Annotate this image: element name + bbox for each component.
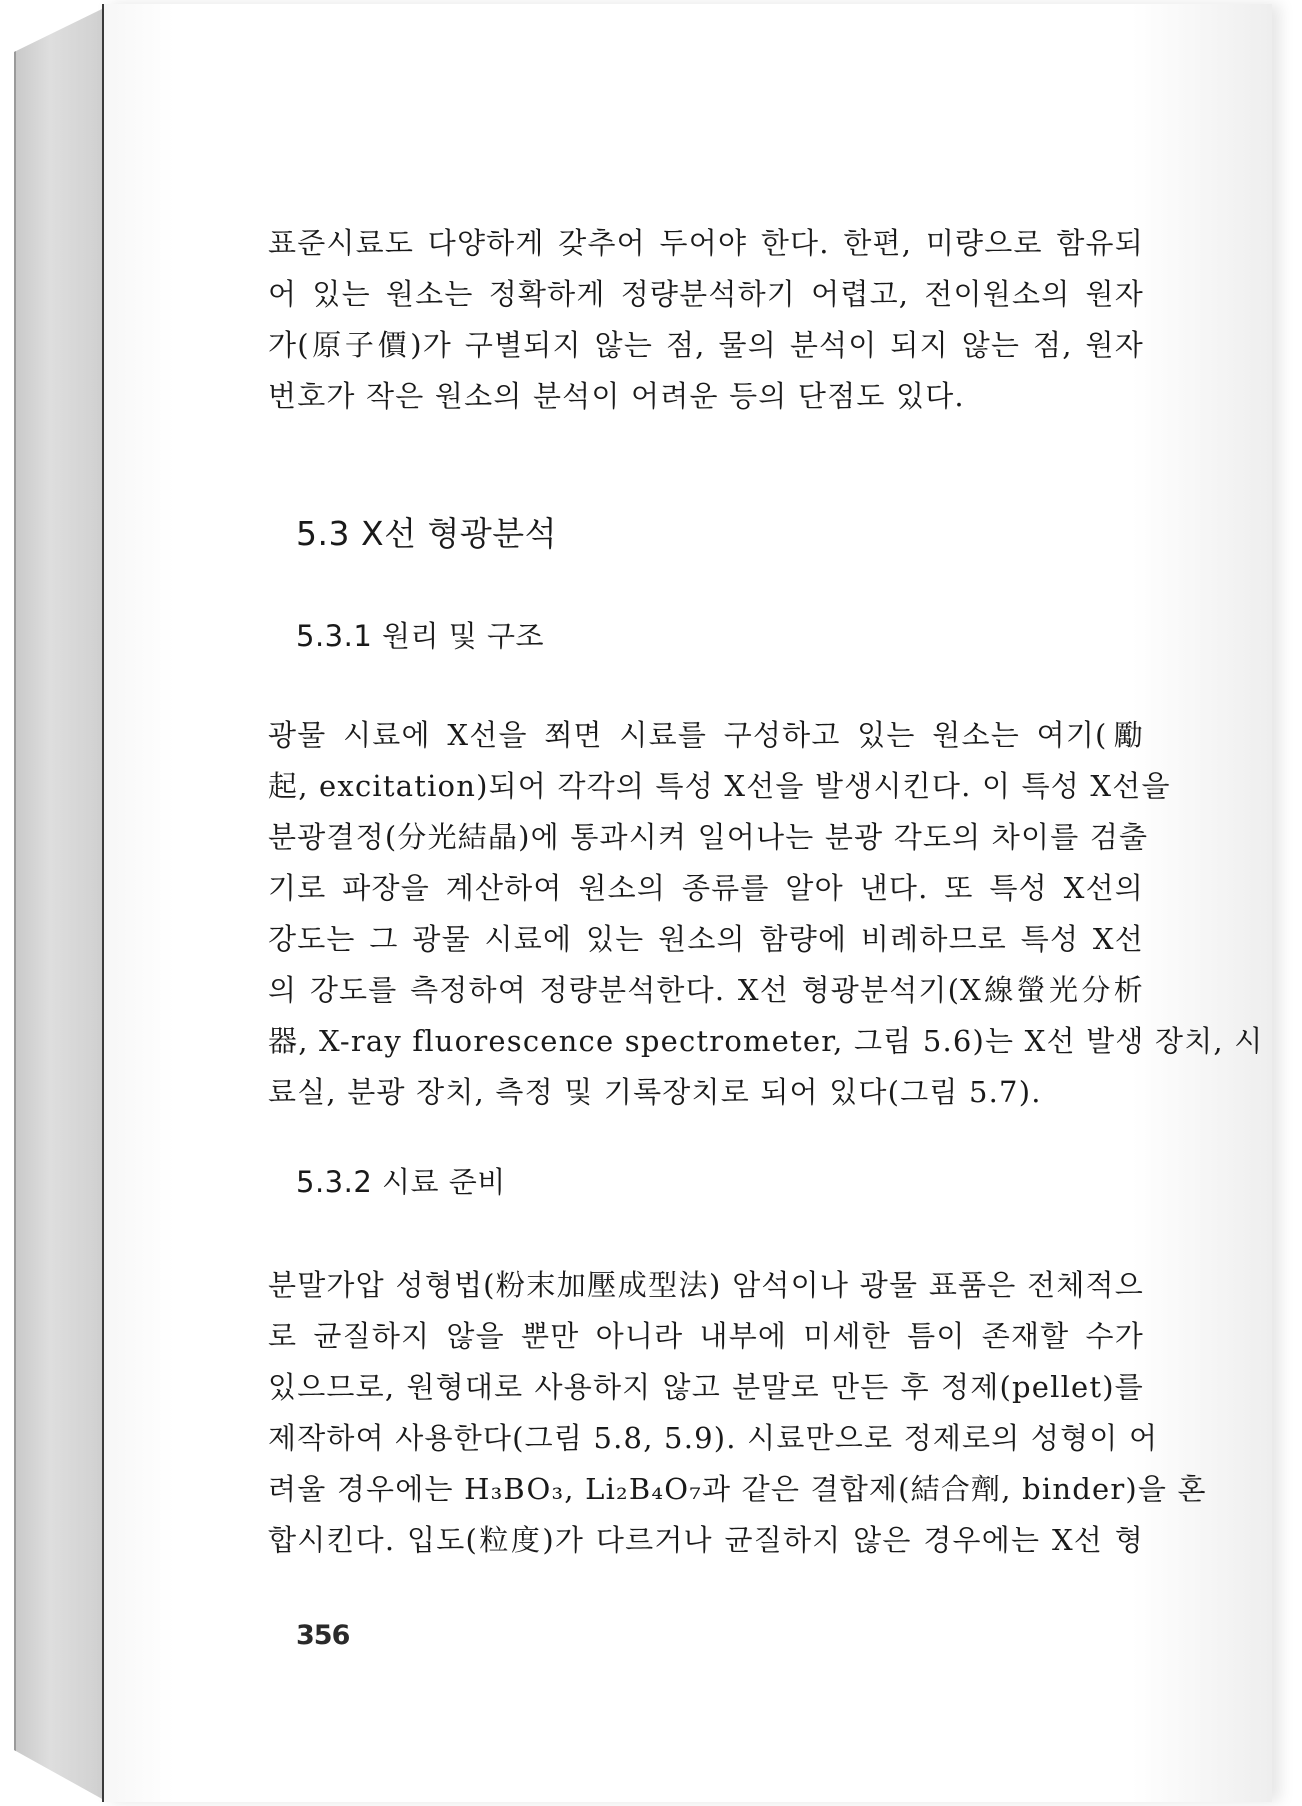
paragraph-line: 起, excitation)되어 각각의 특성 X선을 발생시킨다. 이 특성 X선을 bbox=[268, 769, 1171, 803]
paragraph-line: 기로 파장을 계산하여 원소의 종류를 알아 낸다. 또 특성 X선의 bbox=[268, 871, 1144, 905]
section-heading: 5.3 X선 형광분석 bbox=[296, 514, 557, 553]
paragraph-line: 번호가 작은 원소의 분석이 어려운 등의 단점도 있다. bbox=[268, 379, 965, 413]
book-spine-edge bbox=[14, 8, 106, 1800]
paragraph-line: 로 균질하지 않을 뿐만 아니라 내부에 미세한 틈이 존재할 수가 bbox=[268, 1319, 1144, 1353]
paragraph-line: 器, X-ray fluorescence spectrometer, 그림 5.6)는 X선 발생 장치, 시 bbox=[268, 1024, 1264, 1058]
subsection-heading-sample-prep: 5.3.2 시료 준비 bbox=[296, 1165, 506, 1199]
paragraph-line: 가(原子價)가 구별되지 않는 점, 물의 분석이 되지 않는 점, 원자 bbox=[268, 328, 1144, 362]
page-number: 356 bbox=[296, 1620, 350, 1651]
paragraph-intro bbox=[268, 218, 1144, 422]
paragraph-line: 광물 시료에 X선을 쬐면 시료를 구성하고 있는 원소는 여기(勵 bbox=[268, 718, 1144, 752]
paragraph-line: 어 있는 원소는 정확하게 정량분석하기 어렵고, 전이원소의 원자 bbox=[268, 277, 1144, 311]
paragraph-sample-prep bbox=[268, 1260, 1207, 1566]
paragraph-line: 제작하여 사용한다(그림 5.8, 5.9). 시료만으로 정제로의 성형이 어 bbox=[268, 1421, 1159, 1455]
paragraph-principle bbox=[268, 710, 1264, 1118]
paragraph-line: 려울 경우에는 H₃BO₃, Li₂B₄O₇과 같은 결합제(結合劑, binder)을 혼 bbox=[268, 1472, 1207, 1506]
paragraph-line: 표준시료도 다양하게 갖추어 두어야 한다. 한편, 미량으로 함유되 bbox=[268, 226, 1144, 260]
paragraph-line: 있으므로, 원형대로 사용하지 않고 분말로 만든 후 정제(pellet)를 bbox=[268, 1370, 1144, 1404]
paragraph-line: 료실, 분광 장치, 측정 및 기록장치로 되어 있다(그림 5.7). bbox=[268, 1075, 1042, 1109]
paragraph-line: 분광결정(分光結晶)에 통과시켜 일어나는 분광 각도의 차이를 검출 bbox=[268, 820, 1149, 854]
paragraph-line: 의 강도를 측정하여 정량분석한다. X선 형광분석기(X線螢光分析 bbox=[268, 973, 1144, 1007]
paragraph-line: 강도는 그 광물 시료에 있는 원소의 함량에 비례하므로 특성 X선 bbox=[268, 922, 1144, 956]
paragraph-line: 합시킨다. 입도(粒度)가 다르거나 균질하지 않은 경우에는 X선 형 bbox=[268, 1523, 1144, 1557]
paragraph-line: 분말가압 성형법(粉末加壓成型法) 암석이나 광물 표품은 전체적으 bbox=[268, 1268, 1144, 1302]
subsection-heading-principle: 5.3.1 원리 및 구조 bbox=[296, 619, 545, 653]
